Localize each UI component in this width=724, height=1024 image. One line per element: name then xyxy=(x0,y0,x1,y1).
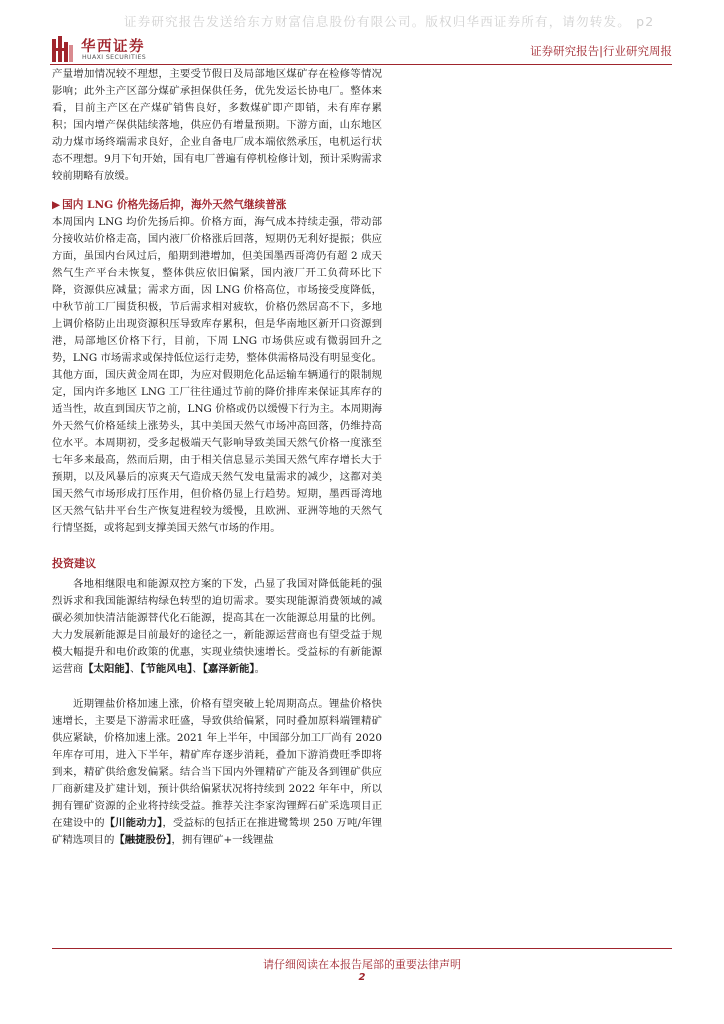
stock-chuanneng-dongli: 【川能动力】 xyxy=(104,817,163,829)
separator: 、 xyxy=(129,663,141,675)
lng-subheading-text: 国内 LNG 价格先扬后抑，海外天然气继续普涨 xyxy=(62,199,287,211)
huaxi-logo-icon xyxy=(52,36,74,62)
new-energy-text: 各地相继限电和能源双控方案的下发，凸显了我国对降低能耗的强烈诉求和我国能源结构绿色转型的迫切需求。要实现能源消费领域的减碳必须加快清洁能源替代化石能源，提高其在一次能源总用量的比例。大力发展新能源是目前最好的途径之一，新能源运营商也有望受益于规模大幅提升和电价政策的优惠，实现业绩快速增长。受益标的有新能源运营商 xyxy=(52,578,382,675)
coal-market-paragraph: 产量增加情况较不理想，主要受节假日及局部地区煤矿存在检修等情况影响；此外主产区部分煤矿承担保供任务，优先发运长协电厂。整体来看，目前主产区在产煤矿销售良好，多数煤矿即产即销，未有库存累积；国内增产保供陆续落地，供应仍有增量预期。下游方面，山东地区动力煤市场终端需求良好，企业自备电厂成本端依然承压，电机运行状态不理想。9月下旬开始，国有电厂普遍有停机检修计划，预计采购需求较前期略有放缓。 xyxy=(52,68,382,182)
logo-text-cn: 华西证券 xyxy=(81,39,145,55)
stock-taiyangneng: 【太阳能】 xyxy=(83,663,130,675)
stock-jieneng-fengdian: 【节能风电】 xyxy=(140,663,193,675)
lithium-text-mid: ，受益标的包括正在推进鹭鸶坝 250 万吨/年锂矿精选项目的 xyxy=(52,817,382,846)
lng-subheading xyxy=(52,197,382,214)
logo-text-en: HUAXI SECURITIES xyxy=(82,54,147,61)
legal-notice: 请仔细阅读在本报告尾部的重要法律声明 xyxy=(263,958,461,971)
stock-jiaze-xinneng: 【嘉泽新能】 xyxy=(202,663,255,675)
investment-advice-title: 投资建议 xyxy=(52,557,96,570)
lithium-paragraph xyxy=(52,696,382,849)
header-divider xyxy=(50,64,672,65)
report-body xyxy=(52,66,382,849)
footer-divider xyxy=(52,948,672,949)
company-logo xyxy=(52,35,162,65)
lithium-text-end: ，拥有锂矿+一线锂盐 xyxy=(171,834,274,846)
stock-rongjie-gufen: 【融捷股份】 xyxy=(114,834,172,846)
page-number: 2 xyxy=(358,972,366,983)
report-category: 证券研究报告|行业研究周报 xyxy=(530,44,672,58)
period: 。 xyxy=(254,663,266,675)
separator: 、 xyxy=(192,663,203,675)
watermark: 证券研究报告发送给东方财富信息股份有限公司。版权归华西证券所有，请勿转发。 p2 xyxy=(124,14,655,29)
lng-paragraph: 本周国内 LNG 均价先扬后抑。价格方面，海气成本持续走强，带动部分接收站价格走高，国内液厂价格涨后回落，短期仍无利好提振；供应方面，虽国内台风过后，船期到港增加，但美国墨西哥湾仍有超 2 成天然气生产平台未恢复，整体供应依旧偏紧，国内液厂开工负荷环比下降，资源供应减量；需求方面，因 LNG 价格高位，市场接受度降低，中秋节前工厂囤货积极，节后需求相对疲软，价格仍然居高不下，多地上调价格防止出现资源积压导致库存累积，但是华南地区新开口资源到港，局部地区价格下行，目前，下周 LNG 市场供应或有微弱回升之势，LNG 市场需求或保持低位运行走势，整体供需格局没有明显变化。其他方面，国庆黄金周在即，为应对假期危化品运输车辆通行的限制规定，国内许多地区 LNG 工厂往往通过节前的降价排库来保证其库存的适当性，故直到国庆节之前，LNG 价格或仍以缓慢下行为主。本周期海外天然气价格延续上涨势头，其中美国天然气市场冲高回落，仍维持高位水平。本周期初，受多起极端天气影响导致美国天然气价格一度涨至七年多来最高，然而后期，由于相关信息显示美国天然气库存增长大于预期，以及风暴后的凉爽天气造成天然气发电量需求的减少，这都对美国天然气市场形成打压作用，但价格仍显上行趋势。短期，墨西哥湾地区天然气钻井平台生产恢复进程较为缓慢，且欧洲、亚洲等地的天然气行情坚挺，或将起到支撑美国天然气市场的作用。 xyxy=(52,216,382,534)
triangle-bullet-icon: ▶ xyxy=(52,199,61,211)
lithium-text: 近期锂盐价格加速上涨，价格有望突破上轮周期高点。锂盐价格快速增长，主要是下游需求旺盛，导致供给偏紧，同时叠加原料端锂精矿供应紧缺，价格加速上涨。2021 年上半年，中国部分加工厂尚有 2020 年库存可用，进入下半年，精矿库存逐步消耗，叠加下游消费旺季即将到来，精矿供给愈发偏紧。结合当下国内外锂精矿产能及各到锂矿供应厂商新建及扩建计划，预计供给偏紧状况将持续到 2022 年年中，所以拥有锂矿资源的企业将持续受益。推荐关注李家沟锂辉石矿采选项目正在建设中的 xyxy=(52,698,382,829)
new-energy-paragraph xyxy=(52,576,382,678)
